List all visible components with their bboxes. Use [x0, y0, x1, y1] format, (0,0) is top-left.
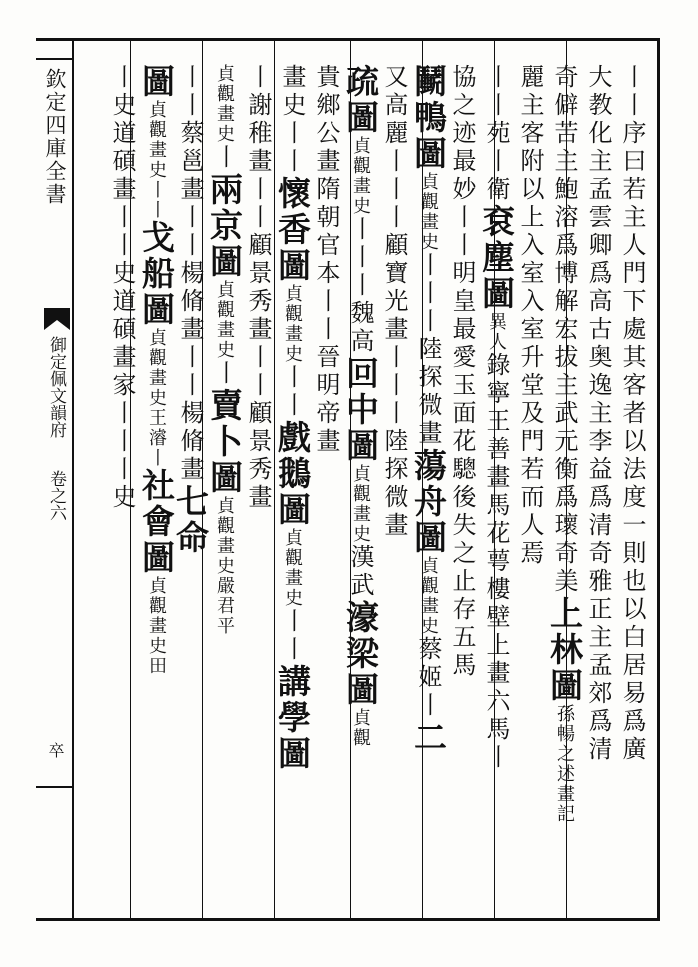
source-note: 貞觀畫史	[282, 284, 303, 364]
text-run: 丨丨晉明帝畫	[312, 288, 340, 456]
text-run: 大教化主孟雲卿爲高古奥逸主李益爲清奇雅正主孟郊爲清	[584, 64, 612, 764]
leaf-number: 卒	[46, 742, 65, 758]
entry-title: 鬭鴨圖	[409, 64, 448, 172]
text-run: 丨丨	[278, 608, 306, 664]
text-run: 丨	[210, 144, 238, 172]
source-note: 貞觀畫史	[350, 464, 371, 544]
text-run: 協之迹最妙	[448, 64, 476, 204]
source-note: 貞觀畫史嚴君平	[214, 496, 235, 636]
text-run: 丨丨丨陸探微畫	[380, 344, 408, 540]
text-run: 丨丨苑丨衛	[482, 64, 510, 204]
entry-title: 蕩舟圖	[409, 448, 448, 556]
entry-title: 二	[409, 720, 448, 756]
text-run: 錄寧王善畫馬花萼樓壁上畫六馬丨	[482, 352, 510, 772]
entry-title: 戲鵝圖	[273, 420, 312, 528]
entry-title: 講學圖	[273, 664, 312, 772]
entry-title: 圖	[137, 64, 176, 100]
text-run: 丨丨楊脩畫	[176, 344, 204, 484]
text-run: 貴鄉公畫隋朝官本	[312, 64, 340, 288]
entry-title: 回中圖	[341, 356, 380, 464]
source-note: 貞觀	[350, 708, 371, 748]
margin-rule	[72, 38, 74, 921]
side-volume: 卷之六	[46, 470, 66, 521]
source-note: 孫暢之述畫記	[554, 704, 575, 824]
text-run: 蔡姬丨	[414, 636, 442, 720]
source-note: 貞觀畫史王濬丨	[146, 328, 167, 468]
text-run: 漢武	[346, 544, 374, 600]
text-run: 丨丨顧景秀畫	[244, 176, 272, 344]
text-run: 丨丨丨魏高	[346, 216, 374, 356]
source-note: 貞觀畫史	[418, 172, 439, 252]
source-note: 貞觀畫史	[282, 528, 303, 608]
text-run: 丨丨蔡邕畫	[176, 64, 204, 204]
side-subtitle: 御定佩文韻府	[46, 336, 66, 438]
side-title: 欽定四庫全書	[43, 68, 67, 206]
entry-title: 賣卜圖	[205, 388, 244, 496]
text-run: 丨丨丨陸探微畫	[414, 252, 442, 448]
margin-rule-upper	[36, 58, 74, 60]
source-note: 貞觀畫史	[214, 64, 235, 144]
text-run: 丨丨顧景秀畫	[244, 344, 272, 512]
source-note: 貞觀畫史田	[146, 576, 167, 676]
text-column-16	[96, 64, 148, 904]
text-run: 丨史道碩畫	[108, 64, 136, 204]
margin-rule-lower	[36, 786, 74, 788]
text-run: 麗主客附以上入室入室升堂及門若而人焉	[516, 64, 544, 568]
bottom-border	[36, 918, 660, 921]
text-run: 丨丨史道碩畫	[108, 204, 136, 372]
source-note: 異人	[486, 312, 507, 352]
text-run: 丨	[210, 360, 238, 388]
text-run: 又高麗丨丨丨顧寶光畫	[380, 64, 408, 344]
text-run: 丨謝稚畫	[244, 64, 272, 176]
source-note: 貞觀畫史	[214, 280, 235, 360]
entry-title: 濠梁圖	[341, 600, 380, 708]
text-run: 家丨丨丨史	[108, 372, 136, 512]
text-run: 丨丨楊脩畫	[176, 204, 204, 344]
entry-title: 疏圖	[341, 64, 380, 136]
entry-title: 上林圖	[545, 596, 584, 704]
entry-title: 戈船圖	[137, 220, 176, 328]
text-run: 奇僻苦主鮑溶爲博解宏拔主武元衡爲瓌奇美	[550, 64, 578, 596]
text-run: 畫史丨丨	[278, 64, 306, 176]
source-note: 貞觀畫史	[350, 136, 371, 216]
source-note: 貞觀畫史丨丨	[146, 100, 167, 220]
entry-title: 兩京圖	[205, 172, 244, 280]
text-run: 丨丨明皇最愛玉面花驄後失之止存五馬	[448, 204, 476, 680]
entry-title: 七命	[171, 484, 210, 556]
entry-title: 社會圖	[137, 468, 176, 576]
entry-title: 懷香圖	[273, 176, 312, 284]
entry-title: 袞塵圖	[477, 204, 516, 312]
text-run: 丨丨	[278, 364, 306, 420]
source-note: 貞觀畫史	[418, 556, 439, 636]
fish-tail-mark-icon	[44, 308, 70, 330]
text-run: 丨丨序曰若主人門下處其客者以法度一則也以白居易爲廣	[618, 64, 646, 764]
